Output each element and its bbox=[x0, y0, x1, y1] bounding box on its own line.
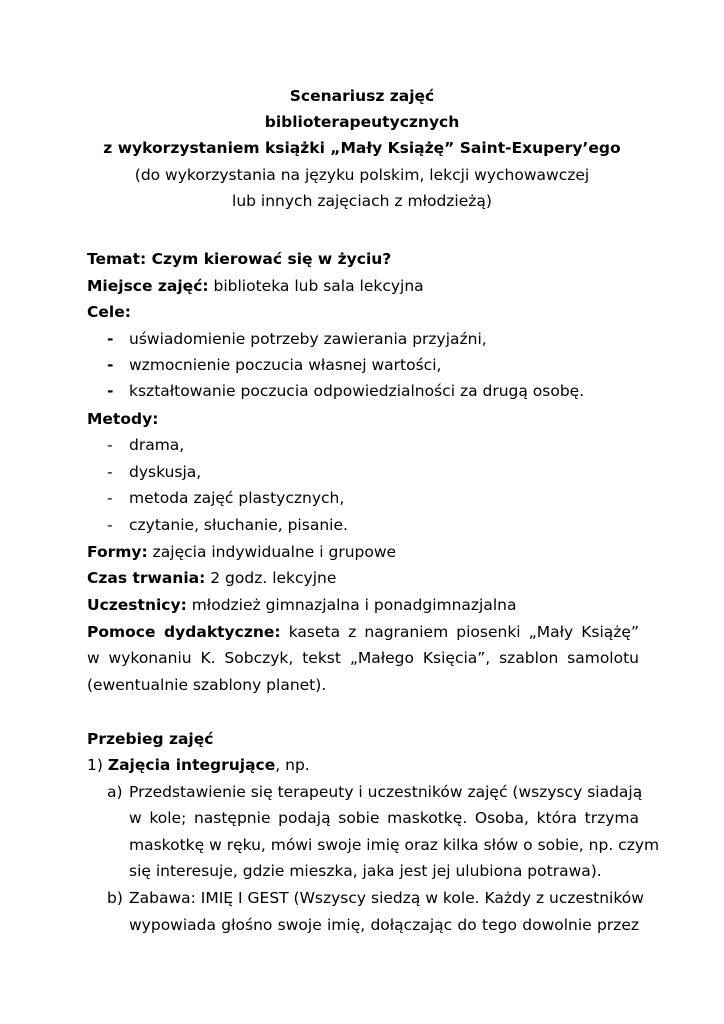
goals-item bbox=[107, 382, 584, 400]
participants-value: młodzież gimnazjalna i ponadgimnazjalna bbox=[186, 596, 517, 614]
dash-bullet-icon: - bbox=[107, 436, 113, 454]
goals-item-text: uświadomienie potrzeby zawierania przyjaźni, bbox=[129, 330, 487, 348]
step-number: 1) bbox=[87, 756, 103, 774]
title-line-2: biblioterapeutycznych bbox=[264, 113, 460, 131]
goals-item bbox=[107, 356, 441, 374]
methods-item bbox=[107, 463, 201, 481]
dash-bullet-icon: - bbox=[107, 356, 114, 374]
item-a-line: maskotkę w ręku, mówi swoje imię oraz kilka słów o sobie, np. czym bbox=[129, 836, 660, 854]
aids-text: kaseta z nagraniem piosenki „Mały Książę” bbox=[288, 623, 639, 641]
course-heading: Przebieg zajęć bbox=[87, 730, 214, 748]
methods-item-text: metoda zajęć plastycznych, bbox=[129, 489, 345, 507]
item-a-line: w kole; następnie podają sobie maskotkę. Osoba, która trzyma bbox=[129, 809, 639, 827]
item-b-line: Zabawa: IMIĘ I GEST (Wszyscy siedzą w kole. Każdy z uczestników bbox=[129, 889, 644, 907]
participants-line bbox=[87, 596, 517, 614]
title-line-1: Scenariusz zajęć bbox=[289, 87, 435, 105]
goals-item bbox=[107, 330, 487, 348]
dash-bullet-icon: - bbox=[107, 330, 114, 348]
duration-value: 2 godz. lekcyjne bbox=[205, 569, 337, 587]
subtitle-line-1: (do wykorzystania na języku polskim, lekcji wychowawczej bbox=[134, 166, 590, 184]
dash-bullet-icon: - bbox=[107, 516, 113, 534]
aids-line-1 bbox=[87, 623, 639, 641]
methods-item bbox=[107, 489, 344, 507]
place-label: Miejsce zajęć: bbox=[87, 277, 209, 295]
course-step-1 bbox=[87, 756, 310, 774]
dash-bullet-icon: - bbox=[107, 489, 113, 507]
item-a-line: się interesuje, gdzie mieszka, jaka jest jej ulubiona potrawa). bbox=[129, 862, 602, 880]
item-b-line: wypowiada głośno swoje imię, dołączając do tego dowolnie przez bbox=[129, 916, 639, 934]
item-a-line: Przedstawienie się terapeuty i uczestników zajęć (wszyscy siadają bbox=[129, 783, 643, 801]
methods-item bbox=[107, 436, 184, 454]
methods-item-text: czytanie, słuchanie, pisanie. bbox=[129, 516, 348, 534]
methods-item bbox=[107, 516, 348, 534]
item-b-marker: b) bbox=[107, 889, 123, 907]
goals-item-text: kształtowanie poczucia odpowiedzialności za drugą osobę. bbox=[129, 382, 585, 400]
forms-label: Formy: bbox=[87, 543, 148, 561]
forms-value: zajęcia indywidualne i grupowe bbox=[147, 543, 397, 561]
forms-line bbox=[87, 543, 396, 561]
duration-line bbox=[87, 569, 336, 587]
participants-label: Uczestnicy: bbox=[87, 596, 187, 614]
methods-item-text: drama, bbox=[129, 436, 185, 454]
dash-bullet-icon: - bbox=[107, 463, 113, 481]
aids-label: Pomoce dydaktyczne: bbox=[87, 623, 281, 641]
goals-label: Cele: bbox=[87, 303, 131, 321]
step-label: Zajęcia integrujące bbox=[107, 756, 276, 774]
aids-line-3: (ewentualnie szablony planet). bbox=[87, 676, 327, 694]
dash-bullet-icon: - bbox=[107, 382, 114, 400]
methods-label: Metody: bbox=[87, 410, 159, 428]
item-a-marker: a) bbox=[107, 783, 123, 801]
methods-item-text: dyskusja, bbox=[129, 463, 202, 481]
place-value: biblioteka lub sala lekcyjna bbox=[208, 277, 424, 295]
place-line bbox=[87, 277, 424, 295]
step-rest: , np. bbox=[275, 756, 310, 774]
duration-label: Czas trwania: bbox=[87, 569, 206, 587]
subtitle-line-2: lub innych zajęciach z młodzieżą) bbox=[232, 192, 492, 210]
title-line-3: z wykorzystaniem książki „Mały Książę” Saint-Exupery’ego bbox=[103, 139, 621, 157]
topic-line: Temat: Czym kierować się w życiu? bbox=[87, 250, 392, 268]
goals-item-text: wzmocnienie poczucia własnej wartości, bbox=[129, 356, 442, 374]
aids-line-2: w wykonaniu K. Sobczyk, tekst „Małego Księcia”, szablon samolotu bbox=[87, 649, 639, 667]
